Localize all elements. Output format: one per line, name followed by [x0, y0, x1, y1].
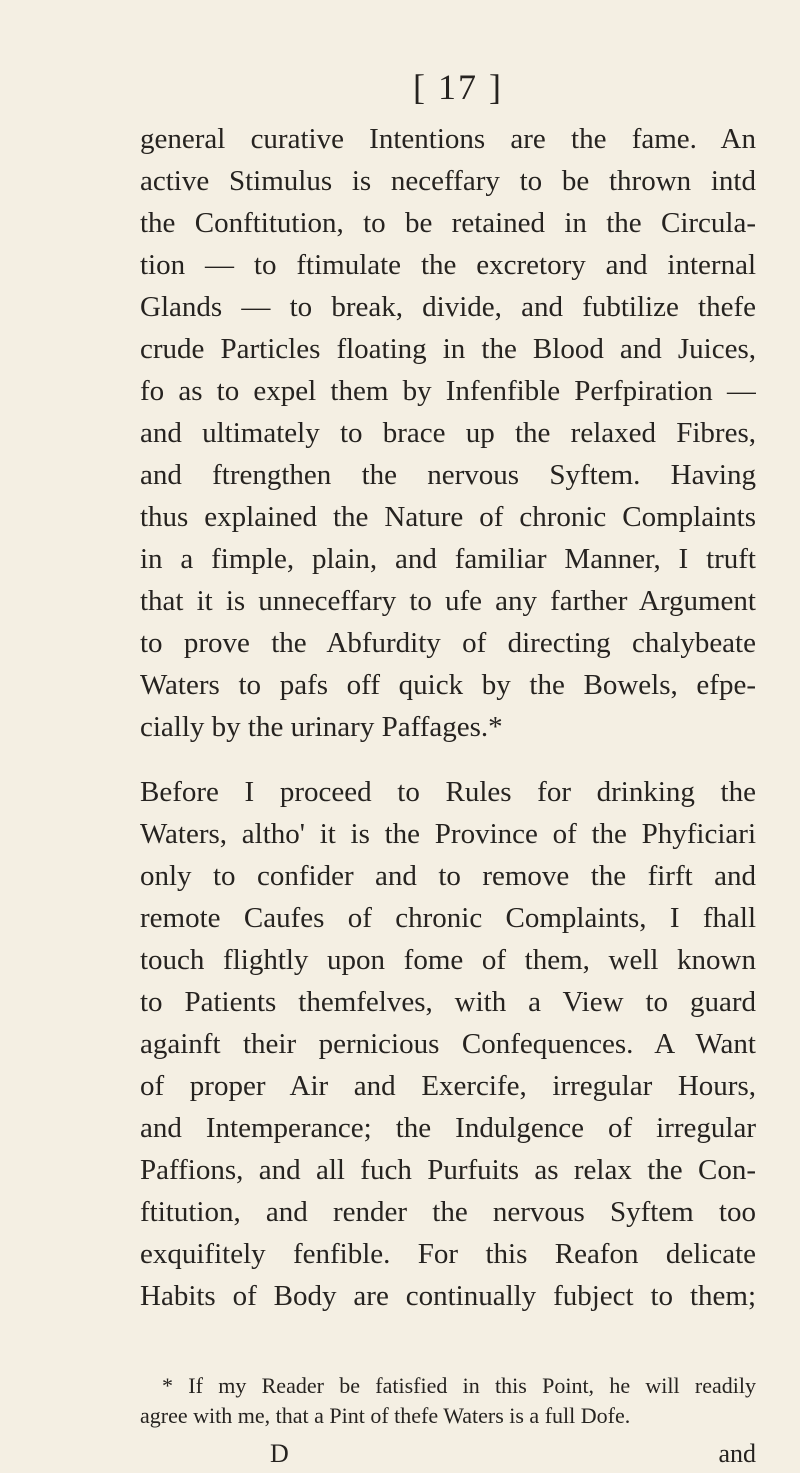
paragraph-gap	[140, 748, 756, 771]
text-line: and ultimately to brace up the relaxed Fibres,	[140, 417, 756, 449]
text-line: Waters to pafs off quick by the Bowels, efpe-	[140, 669, 756, 701]
text-line: touch flightly upon fome of them, well known	[140, 944, 756, 976]
text-line: Paffions, and all fuch Purfuits as relax the Con-	[140, 1154, 756, 1186]
text-line: exquifitely fenfible. For this Reafon delicate	[140, 1238, 756, 1270]
footnote-line: * If my Reader be fatisfied in this Point, he will readily	[162, 1373, 756, 1398]
text-line: general curative Intentions are the fame. An	[140, 123, 756, 155]
footnote-line: agree with me, that a Pint of thefe Waters is a full Dofe.	[140, 1403, 631, 1428]
paragraph-2	[140, 771, 756, 1317]
text-line: Habits of Body are continually fubject to them;	[140, 1280, 756, 1312]
text-line: of proper Air and Exercife, irregular Hours,	[140, 1070, 756, 1102]
text-line: againft their pernicious Confequences. A Want	[140, 1028, 756, 1060]
text-line: Glands — to break, divide, and fubtilize thefe	[140, 291, 756, 323]
text-line: that it is unneceffary to ufe any farther Argument	[140, 585, 756, 617]
text-line: thus explained the Nature of chronic Complaints	[140, 501, 756, 533]
page-number: [ 17 ]	[413, 67, 503, 107]
text-line: Before I proceed to Rules for drinking the	[140, 776, 756, 808]
text-line: remote Caufes of chronic Complaints, I fhall	[140, 902, 756, 934]
paragraph-1	[140, 118, 756, 748]
text-line: crude Particles floating in the Blood and Juices,	[140, 333, 756, 365]
signature-mark: D	[270, 1439, 289, 1468]
text-line: cially by the urinary Paffages.*	[140, 711, 503, 743]
text-line: and Intemperance; the Indulgence of irregular	[140, 1112, 756, 1144]
text-line: and ftrengthen the nervous Syftem. Having	[140, 459, 756, 491]
text-line: only to confider and to remove the firft and	[140, 860, 756, 892]
page-header	[140, 0, 756, 108]
text-line: active Stimulus is neceffary to be thrown intd	[140, 165, 756, 197]
text-line: to prove the Abfurdity of directing chalybeate	[140, 627, 756, 659]
page-footer	[140, 1435, 756, 1473]
body-text	[140, 118, 756, 1317]
catchword: and	[718, 1439, 756, 1468]
text-line: the Conftitution, to be retained in the Circula-	[140, 207, 756, 239]
text-line: fo as to expel them by Infenfible Perfpiration —	[140, 375, 756, 407]
footnote	[140, 1371, 756, 1431]
text-line: to Patients themfelves, with a View to guard	[140, 986, 756, 1018]
text-line: ftitution, and render the nervous Syftem too	[140, 1196, 756, 1228]
text-line: in a fimple, plain, and familiar Manner, I truft	[140, 543, 756, 575]
text-line: Waters, altho' it is the Province of the Phyficiari	[140, 818, 756, 850]
text-line: tion — to ftimulate the excretory and internal	[140, 249, 756, 281]
